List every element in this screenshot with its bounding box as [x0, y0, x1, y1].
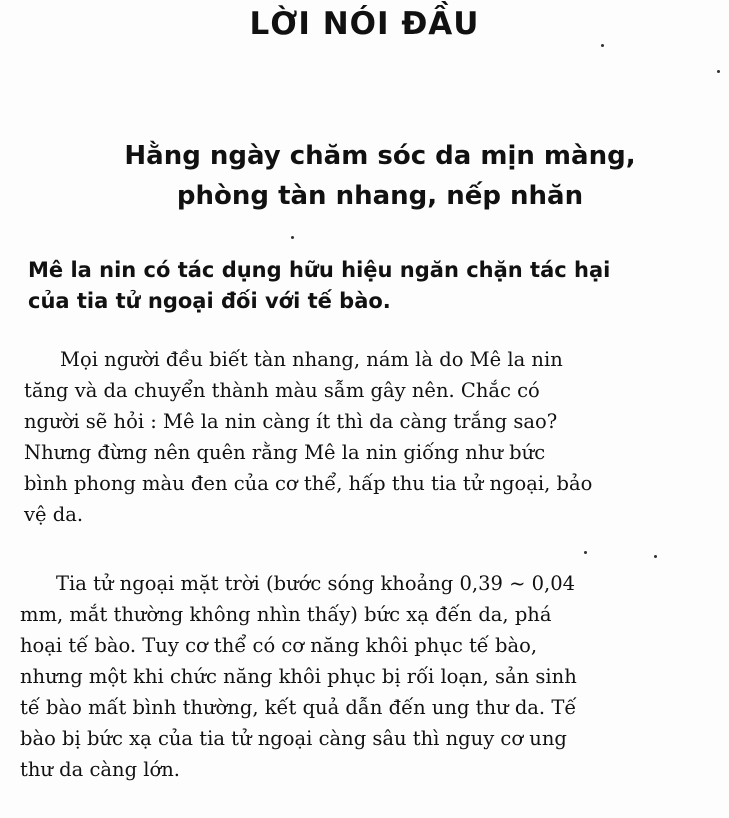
paragraph-line: tăng và da chuyển thành màu sẫm gây nên. Chắc có	[24, 379, 540, 402]
scan-speck	[601, 44, 604, 47]
section-subheading	[28, 255, 718, 317]
paragraph-line: mm, mắt thường không nhìn thấy) bức xạ đến da, phá	[20, 603, 552, 626]
paragraph-line: Nhưng đừng nên quên rằng Mê la nin giống như bức	[24, 441, 546, 464]
headline-line: phòng tàn nhang, nếp nhăn	[176, 181, 584, 211]
subhead-line: Mê la nin có tác dụng hữu hiệu ngăn chặn tác hại	[28, 258, 611, 282]
paragraph-line: Mọi người đều biết tàn nhang, nám là do Mê la nin	[60, 348, 563, 371]
scan-speck	[717, 70, 720, 73]
paragraph-line: bình phong màu đen của cơ thể, hấp thu tia tử ngoại, bảo	[24, 472, 593, 495]
paragraph-line: Tia tử ngoại mặt trời (bước sóng khoảng 0,39 ~ 0,04	[56, 572, 576, 595]
chapter-title: LỜI NÓI ĐẦU	[249, 6, 480, 42]
section-headline	[40, 136, 720, 216]
paragraph-line: hoại tế bào. Tuy cơ thể có cơ năng khôi phục tế bào,	[20, 634, 538, 657]
scan-speck	[584, 551, 587, 554]
body-paragraph-1	[24, 344, 714, 530]
scan-speck	[654, 555, 657, 558]
headline-line: Hằng ngày chăm sóc da mịn màng,	[124, 141, 636, 171]
body-paragraph-2	[20, 568, 710, 785]
paragraph-line: tế bào mất bình thường, kết quả dẫn đến ung thư da. Tế	[20, 696, 577, 719]
paragraph-line: người sẽ hỏi : Mê la nin càng ít thì da càng trắng sao?	[24, 410, 558, 433]
scan-speck	[291, 236, 294, 239]
paragraph-line: vệ da.	[24, 503, 84, 526]
paragraph-line: thư da càng lớn.	[20, 758, 180, 781]
paragraph-line: nhưng một khi chức năng khôi phục bị rối loạn, sản sinh	[20, 665, 577, 688]
subhead-line: của tia tử ngoại đối với tế bào.	[28, 289, 391, 313]
paragraph-line: bào bị bức xạ của tia tử ngoại càng sâu thì nguy cơ ung	[20, 727, 567, 750]
